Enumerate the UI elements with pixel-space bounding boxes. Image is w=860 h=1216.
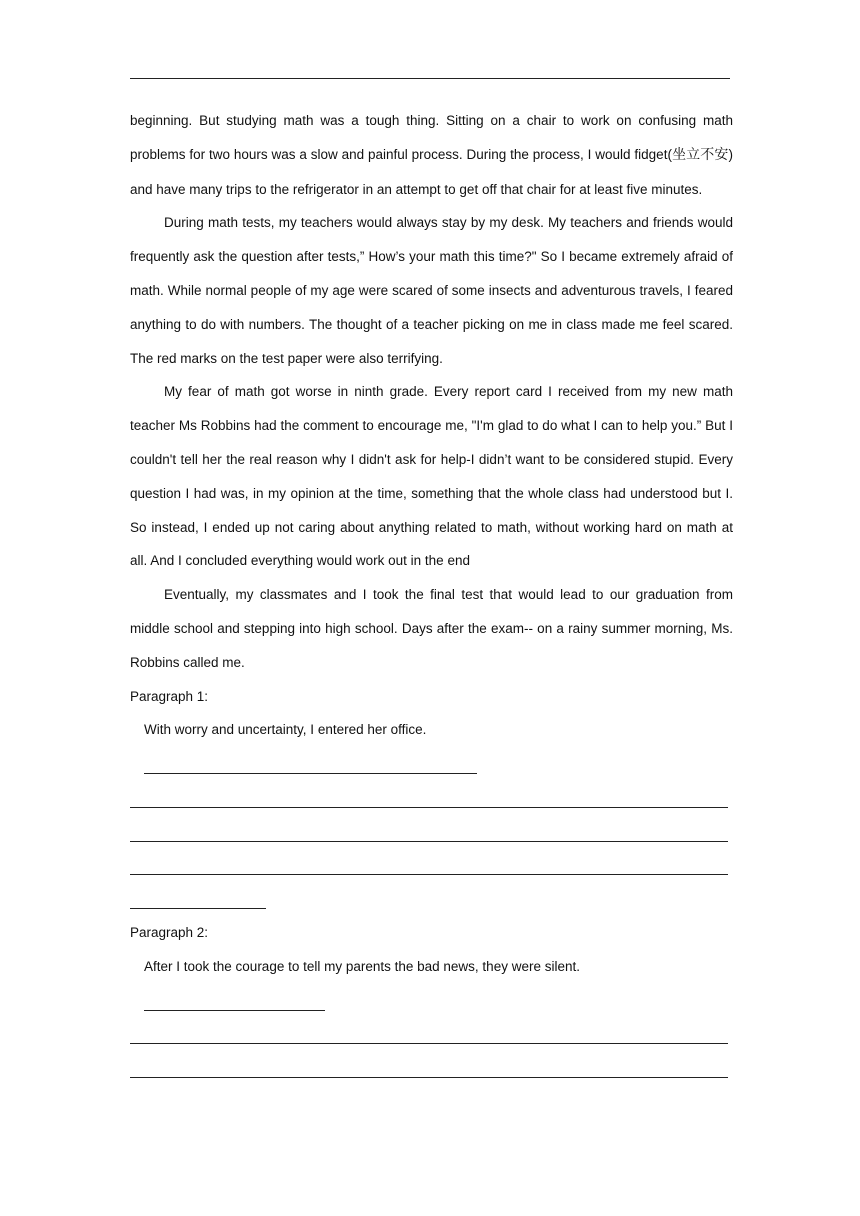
answer-line[interactable] (130, 781, 733, 815)
story-paragraph-4: Eventually, my classmates and I took the final test that would lead to our graduation from middle school and stepping into high school. Days after the exam-- on a rainy summer morning, Ms. Robbins called me. (130, 587, 733, 670)
answer-line[interactable] (130, 747, 733, 781)
paragraph-2-label: Paragraph 2: (130, 925, 209, 941)
answer-line[interactable] (130, 1051, 733, 1085)
story-text: beginning. But studying math was a tough thing. Sitting on a chair to work on confusing math problems for two hours was a slow and painful process. During the process, I would fidget( (130, 113, 733, 162)
story-paragraph-3: My fear of math got worse in ninth grade. Every report card I received from my new math teacher Ms Robbins had the comment to encourage me, "I'm glad to do what I can to help you.” But I couldn't tell her the real reason why I didn't ask for help-I didn’t want to be considered stupid. Every question I had was, in my opinion at the time, something that the whole class had understood but I. So instead, I ended up not caring about anything related to math, without working hard on math at all. And I concluded everything would work out in the end (130, 384, 733, 569)
paragraph-1-label: Paragraph 1: (130, 688, 209, 704)
story-paragraph-1 (130, 104, 733, 206)
answer-line[interactable] (130, 815, 733, 849)
paragraph-2-prompt: After I took the courage to tell my parents the bad news, they were silent. (144, 958, 580, 974)
header-rule (130, 78, 730, 79)
answer-line[interactable] (130, 849, 733, 883)
story-paragraph-2: During math tests, my teachers would always stay by my desk. My teachers and friends would frequently ask the question after tests,” How’s your math this time?" So I became extremely afraid of math. While normal people of my age were scared of some insects and adventurous travels, I feared anything to do with numbers. The thought of a teacher picking on me in class made me feel scared. The red marks on the test paper were also terrifying. (130, 215, 733, 366)
answer-line[interactable] (130, 984, 733, 1018)
story-text: ) and have many trips to the refrigerator in an attempt to get off that chair for at least five minutes. (130, 146, 734, 197)
answer-line[interactable] (130, 882, 733, 916)
paragraph-1-prompt: With worry and uncertainty, I entered her office. (144, 722, 427, 738)
answer-line[interactable] (130, 1018, 733, 1052)
chinese-gloss: 坐立不安 (671, 146, 729, 163)
document-body (130, 104, 733, 1085)
